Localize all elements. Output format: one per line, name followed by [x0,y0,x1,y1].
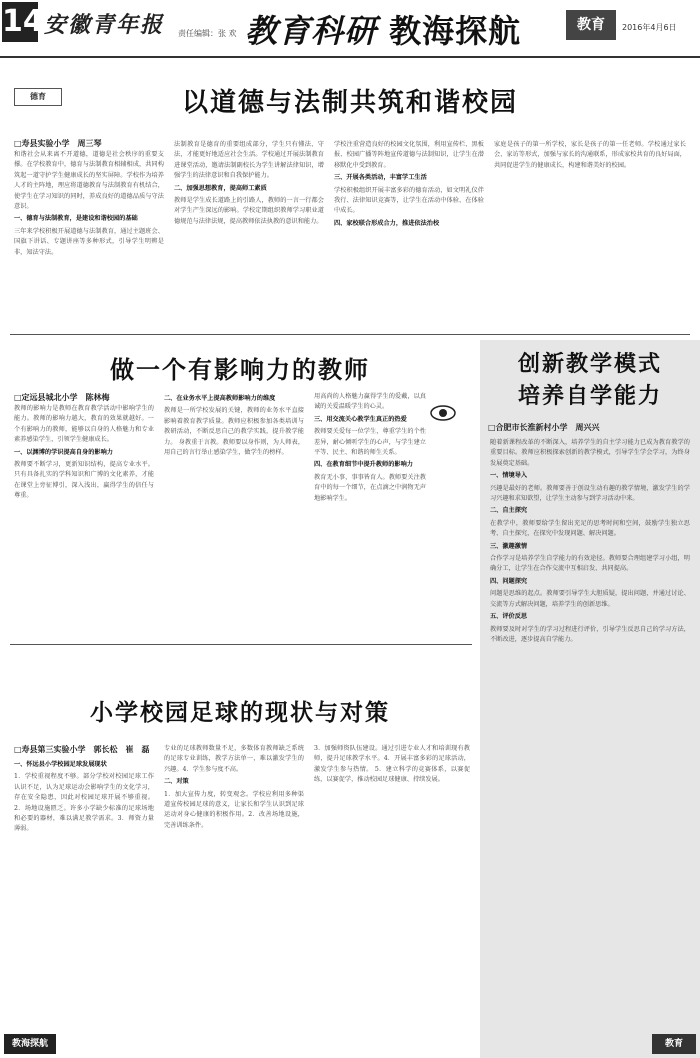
footer-logo: 教海探航 [4,1034,56,1054]
article1-subhead-1: 一、德育与法制教育，是建设和谐校园的基础 [14,215,138,223]
article3-subhead-1: 一、怀远县小学校园足球发展现状 [14,761,107,768]
eye-icon [430,404,456,422]
article3-byline: □寿县第三实验小学 郭长松 崔 磊 [14,745,150,754]
article4-subhead-5: 五、评价反思 [490,613,528,621]
article4-body: 随着新课程改革的不断深入，培养学生的自主学习能力已成为教育教学的重要目标。教师应积极探索创新的教学模式，引导学生学会学习，为终身发展奠定基础。 一、情境导入 兴趣是最好的老师。教师要善于创设生动有趣的教学情境，激发学生的学习兴趣和求知欲望，让学生主动参与到学习活动中来。 二、自主探究 在教学中，教师要给学生留出充足的思考时间和空间，鼓励学生独立思考、自主探究，在探究中发现问题、解决问题。 三、激趣激情 合作学习是培养学生自学能力的有效途径。教师要合理组建学习小组，明确分工，让学生在合作交流中互相启发、共同提高。 四、问题探究 问题是思维的起点。教师要引导学生大胆质疑，提出问题，并通过讨论、交流等方式解决问题，培养学生的创新思维。 五、评价反思 教师要及时对学生的学习过程进行评价，引导学生反思自己的学习方法，不断改进，逐步提高自学能力。 [490,439,690,643]
article2-subhead-3: 三、用交流关心教学生真正的热爱 [314,415,407,423]
section-title-b: 教海探航 [389,12,522,50]
issue-date: 2016年4月6日 [622,23,677,32]
article4-subhead-3: 三、激趣激情 [490,542,528,550]
article4-subhead-1: 一、情境导入 [490,472,528,480]
divider [10,334,690,335]
article1-headline: 以道德与法制共筑和谐校园 [181,88,518,118]
article2-column-2: 二、在业务水平上提高教师影响力的维度 教师是一所学校发展的关键，教师的业务水平直接影响着教育教学质量。教师应积极参加各类培训与教研活动，不断反思自己的教学实践，提升教学能力。 身教重于言教。教师要以身作则，为人师表，用自己的言行举止感染学生，做学生的榜样。 [164,395,304,457]
article3-column-2: 专业的足球教师数量不足，多数体育教师缺乏系统的足球专业训练，教学方法单一，难以激发学生的兴趣。4．学生参与度不高。 二、对策 1．加大宣传力度，转变观念。学校应利用多种渠道宣传校园足球的意义，让家长和学生认识到足球运动对身心健康的积极作用。2．改善场地设施，完善训练条件。 [164,745,304,829]
paper-name: 安徽青年报 [44,12,165,38]
article2-headline: 做一个有影响力的教师 [110,355,370,384]
article2-byline: □定远县城北小学 陈林梅 [14,393,110,402]
page-number: 14 [2,2,38,42]
article3-headline: 小学校园足球的现状与对策 [90,699,390,726]
section-title-a: 教育科研 [245,12,378,50]
sidebar-article [480,340,700,1058]
article1-byline: □寿县实验小学 周三琴 [14,139,102,148]
article4-headline: 创新教学模式 培养自学能力 [517,351,662,409]
editor-credit: 责任编辑：张 欢 [178,29,237,38]
article1-subhead-3: 三、开展各类活动，丰富学工生活 [334,174,427,182]
column-logo: 德育 [14,88,62,106]
article4-byline: □合肥市长淮新村小学 周兴兴 [488,423,600,432]
article1-column-2: 法制教育是德育的重要组成部分，学生只有懂法、守法，才能更好地适应社会生活。学校通过开展法制教育进课堂活动，邀请法制副校长为学生讲解法律知识，增强学生的法律意识和自我保护能力。 二、加强思想教育，提高师工素质 教师是学生成长道路上的引路人，教师的一言一行都会对学生产生深远的影响。学校定期组织教师学习职业道德规范与法律法规，提高教师依法执教的意识和能力。 [174,141,324,225]
footer-tag: 教育 [652,1034,696,1054]
article3-column-3: 3．加强师资队伍建设。通过引进专业人才和培训现有教师，提升足球教学水平。4．开展丰富多彩的足球活动，激发学生参与热情。 5．建立科学的竞赛体系，以赛促练，以赛促学，推动校园足球健康、持续发展。 [314,745,470,784]
section-title [245,6,521,52]
section-tag: 教育 [566,10,616,40]
article1-subhead-4: 四、家校联合形成合力，推进依法治校 [334,219,440,227]
article3-column-1: 一、怀远县小学校园足球发展现状 1．学校重视程度不够。部分学校对校园足球工作认识不足，认为足球运动会影响学生的文化学习，存在安全隐患，因此对校园足球开展不够重视。2．场地设施匮乏。许多小学缺少标准的足球场地和必要的器材，难以满足教学需求。3．师资力量薄弱。 [14,761,154,833]
article1-subhead-2: 二、加强思想教育，提高师工素质 [174,184,267,192]
article4-subhead-4: 四、问题探究 [490,577,528,585]
article2-column-3: 用高尚的人格魅力赢得学生的爱戴，以真诚的关爱温暖学生的心灵。 三、用交流关心教学生真正的热爱 教师要关爱每一位学生，尊重学生的个性差异，耐心倾听学生的心声，与学生建立平等、民主、和谐的师生关系。 四、在教育细节中提升教师的影响力 教育无小事，事事皆育人。教师要关注教育中的每一个细节，在点滴之中润物无声地影响学生。 [314,393,426,502]
article2-subhead-4: 四、在教育细节中提升教师的影响力 [314,461,413,469]
article4-subhead-2: 二、自主探究 [490,507,528,515]
article1-column-4: 家庭是孩子的第一所学校，家长是孩子的第一任老师。学校通过家长会、家访等形式，加强与家长的沟通联系，形成家校共育的良好局面，共同促进学生的健康成长，构建和谐美好的校园。 [494,141,686,169]
article1-column-1: 和谐社会从来离不开道德，道德是社会秩序的重要支撑。在学校教育中，德育与法制教育相辅相成，共同构筑起一道守护学生健康成长的坚实屏障。学校作为培养人才的主阵地，理应将道德教育与法制教育有机结合，使学生在学习知识的同时，养成良好的道德品质与守法意识。 一、德育与法制教育，是建设和谐校园的基础 三年来学校积极开展道德与法制教育，通过主题班会、国旗下讲话、专题讲座等多种形式，引导学生明辨是非，知法守法。 [14,151,164,256]
article2-column-1: 教师的影响力是教师在教育教学活动中影响学生的能力。教师的影响力越大，教育的效果就越好。一个有影响力的教师，能够以自身的人格魅力和专业素养感染学生，引领学生健康成长。 一、以渊博的学识提高自身的影响力 教师要不断学习，更新知识结构，提高专业水平。只有具备扎实的学科知识和广博的文化素养，才能在课堂上旁征博引，深入浅出，赢得学生的信任与尊重。 [14,405,154,500]
masthead [0,0,700,58]
article1-column-3: 学校注重营造良好的校园文化氛围，利用宣传栏、黑板报、校园广播等阵地宣传道德与法制知识，让学生在潜移默化中受到教育。 三、开展各类活动，丰富学工生活 学校积极组织开展丰富多彩的德育活动，如文明礼仪伴我行、法律知识竞赛等，让学生在活动中体验、在体验中成长。 四、家校联合形成合力，推进依法治校 [334,140,484,328]
article2-subhead-1: 一、以渊博的学识提高自身的影响力 [14,448,113,456]
article2-subhead-2: 二、在业务水平上提高教师影响力的维度 [164,395,276,402]
article3-subhead-2: 二、对策 [164,778,189,786]
divider [10,644,472,645]
